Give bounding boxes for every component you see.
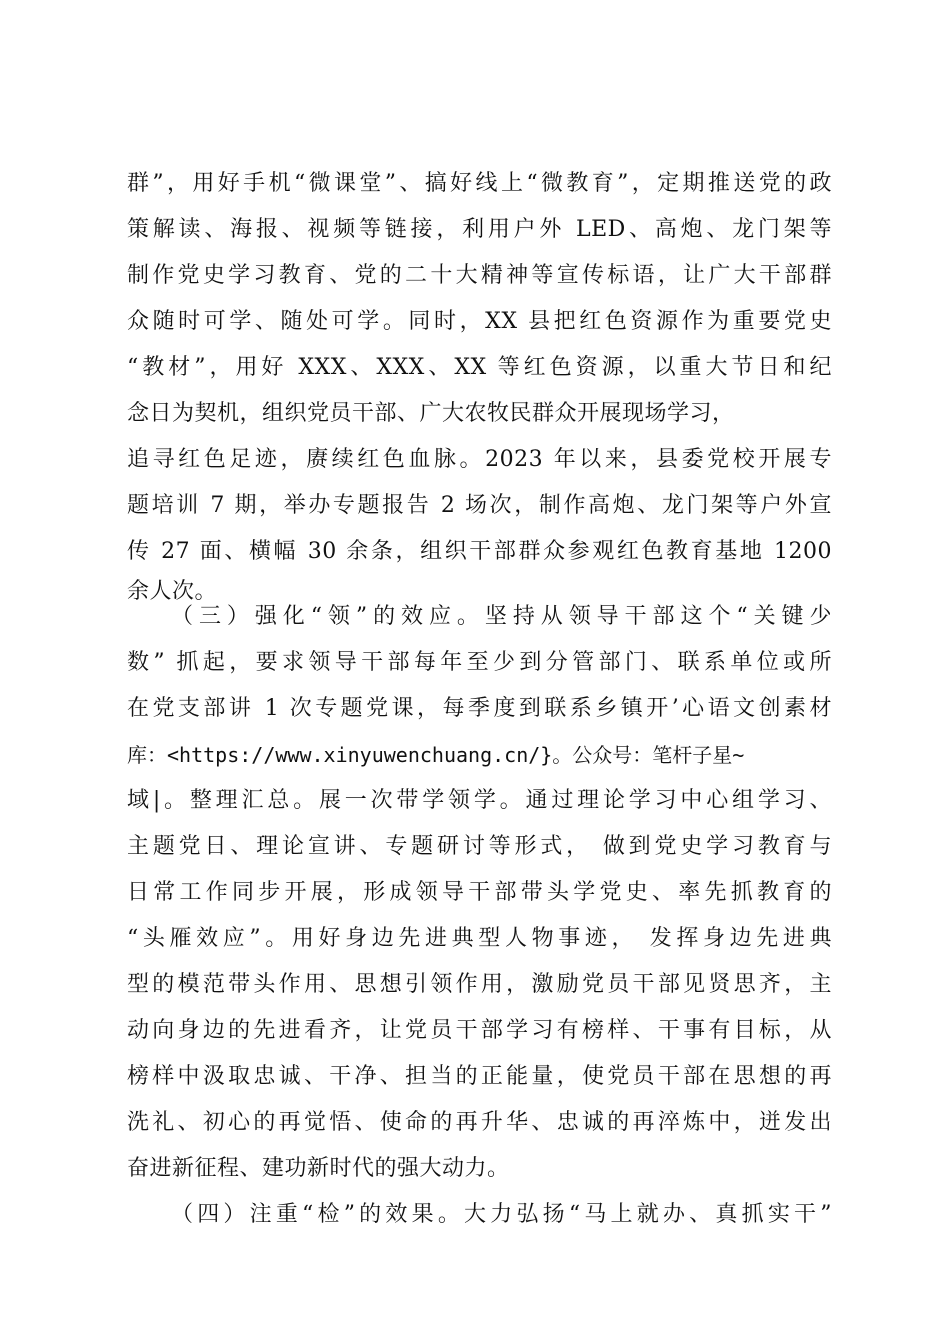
text-line: 众随时可学、随处可学。同时，XX 县把红色资源作为重要党史 [127,309,832,334]
text-line: 型的模范带头作用、思想引领作用，激励党员干部见贤思齐，主 [127,972,832,997]
text-line: 余人次。 [127,579,218,604]
text-line: 库：<https://www.xinyuwenchuang.cn/}。公众号：笔杆子星~ [127,743,745,767]
text-line: 在党支部讲 1 次专题党课，每季度到联系乡镇开’心语文创素材 [127,696,832,721]
text-line: 域|。整理汇总。展一次带学领学。通过理论学习中心组学习、 [127,788,832,813]
text-line: 题培训 7 期，举办专题报告 2 场次，制作高炮、龙门架等户外宣 [127,493,832,518]
text-line: 群”，用好手机“微课堂”、搞好线上“微教育”，定期推送党的政 [127,171,832,196]
text-line: 追寻红色足迹，赓续红色血脉。2023 年以来，县委党校开展专 [127,447,832,472]
text-line: 奋进新征程、建功新时代的强大动力。 [127,1156,510,1181]
text-line: 策解读、海报、视频等链接，利用户外 LED、高炮、龙门架等 [127,217,832,242]
text-line: 念日为契机，组织党员干部、广大农牧民群众开展现场学习， [127,401,735,426]
text-line: 数” 抓起，要求领导干部每年至少到分管部门、联系单位或所 [127,650,832,675]
text-line: 日常工作同步开展，形成领导干部带头学党史、率先抓教育的 [127,880,832,905]
section-heading-line: （三）强化“领”的效应。坚持从领导干部这个“关键少 [171,604,832,629]
section-heading-line: （四）注重“检”的效果。大力弘扬“马上就办、真抓实干” [171,1202,832,1227]
text-line: 洗礼、初心的再觉悟、使命的再升华、忠诚的再淬炼中，迸发出 [127,1110,832,1135]
text-line: 动向身边的先进看齐，让党员干部学习有榜样、干事有目标，从 [127,1018,832,1043]
text-line: 榜样中汲取忠诚、干净、担当的正能量，使党员干部在思想的再 [127,1064,832,1089]
text-line: “头雁效应”。用好身边先进典型人物事迹， 发挥身边先进典 [127,926,832,951]
text-line: 制作党史学习教育、党的二十大精神等宣传标语，让广大干部群 [127,263,832,288]
text-line: 传 27 面、横幅 30 余条，组织干部群众参观红色教育基地 1200 [127,539,832,564]
text-line: 主题党日、理论宣讲、专题研讨等形式， 做到党史学习教育与 [127,834,832,859]
text-line: “教材”，用好 XXX、XXX、XX 等红色资源，以重大节日和纪 [127,355,832,380]
